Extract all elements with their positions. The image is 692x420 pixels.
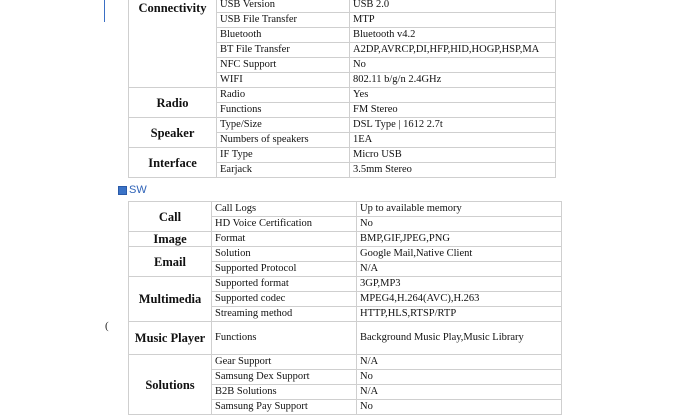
value-cell: N/A [357,385,562,400]
category-cell: Call [129,202,212,232]
value-cell: MPEG4,H.264(AVC),H.263 [357,292,562,307]
value-cell: Up to available memory [357,202,562,217]
feature-cell: Gear Support [212,355,357,370]
margin-rule [104,0,105,22]
table-row [129,355,562,370]
feature-cell: Solution [212,247,357,262]
section-toggle-icon[interactable] [118,186,127,195]
value-cell: Google Mail,Native Client [357,247,562,262]
feature-cell: Functions [217,103,350,118]
value-cell: No [357,400,562,415]
table-row [129,0,556,13]
value-cell: 802.11 b/g/n 2.4GHz [350,73,556,88]
value-cell: FM Stereo [350,103,556,118]
feature-cell: Functions [212,322,357,355]
value-cell: 1EA [350,133,556,148]
feature-cell: Type/Size [217,118,350,133]
feature-cell: Samsung Pay Support [212,400,357,415]
category-cell: Interface [129,148,217,178]
feature-cell: Supported codec [212,292,357,307]
table-row [129,277,562,292]
category-cell: Multimedia [129,277,212,322]
feature-cell: USB Version [217,0,350,13]
sw-spec-table [128,201,562,415]
feature-cell: Radio [217,88,350,103]
table-row [129,148,556,163]
value-cell: N/A [357,262,562,277]
feature-cell: IF Type [217,148,350,163]
category-cell: Speaker [129,118,217,148]
value-cell: No [357,217,562,232]
feature-cell: Format [212,232,357,247]
value-cell: Micro USB [350,148,556,163]
feature-cell: Supported Protocol [212,262,357,277]
category-cell: Radio [129,88,217,118]
feature-cell: Call Logs [212,202,357,217]
value-cell: Bluetooth v4.2 [350,28,556,43]
category-cell: Music Player [129,322,212,355]
feature-cell: Supported format [212,277,357,292]
value-cell: DSL Type | 1612 2.7t [350,118,556,133]
feature-cell: B2B Solutions [212,385,357,400]
value-cell: A2DP,AVRCP,DI,HFP,HID,HOGP,HSP,MA [350,43,556,58]
feature-cell: USB File Transfer [217,13,350,28]
table-row [129,232,562,247]
sw-section-header[interactable] [118,184,147,196]
feature-cell: NFC Support [217,58,350,73]
table-row [129,88,556,103]
feature-cell: HD Voice Certification [212,217,357,232]
hw-spec-table [128,0,556,178]
feature-cell: Bluetooth [217,28,350,43]
value-cell: Background Music Play,Music Library [357,322,562,355]
value-cell: 3GP,MP3 [357,277,562,292]
feature-cell: Earjack [217,163,350,178]
feature-cell: BT File Transfer [217,43,350,58]
feature-cell: Numbers of speakers [217,133,350,148]
table-row [129,247,562,262]
category-cell: Email [129,247,212,277]
value-cell: N/A [357,355,562,370]
table-row [129,322,562,355]
section-title: SW [129,184,147,196]
value-cell: Yes [350,88,556,103]
feature-cell: Samsung Dex Support [212,370,357,385]
value-cell: No [350,58,556,73]
value-cell: MTP [350,13,556,28]
value-cell: 3.5mm Stereo [350,163,556,178]
feature-cell: Streaming method [212,307,357,322]
value-cell: BMP,GIF,JPEG,PNG [357,232,562,247]
value-cell: No [357,370,562,385]
value-cell: USB 2.0 [350,0,556,13]
page-edge-char: ( [105,320,109,332]
value-cell: HTTP,HLS,RTSP/RTP [357,307,562,322]
category-cell: Image [129,232,212,247]
feature-cell: WIFI [217,73,350,88]
table-row [129,118,556,133]
category-cell: Connectivity [129,0,217,88]
category-cell: Solutions [129,355,212,415]
table-row [129,202,562,217]
